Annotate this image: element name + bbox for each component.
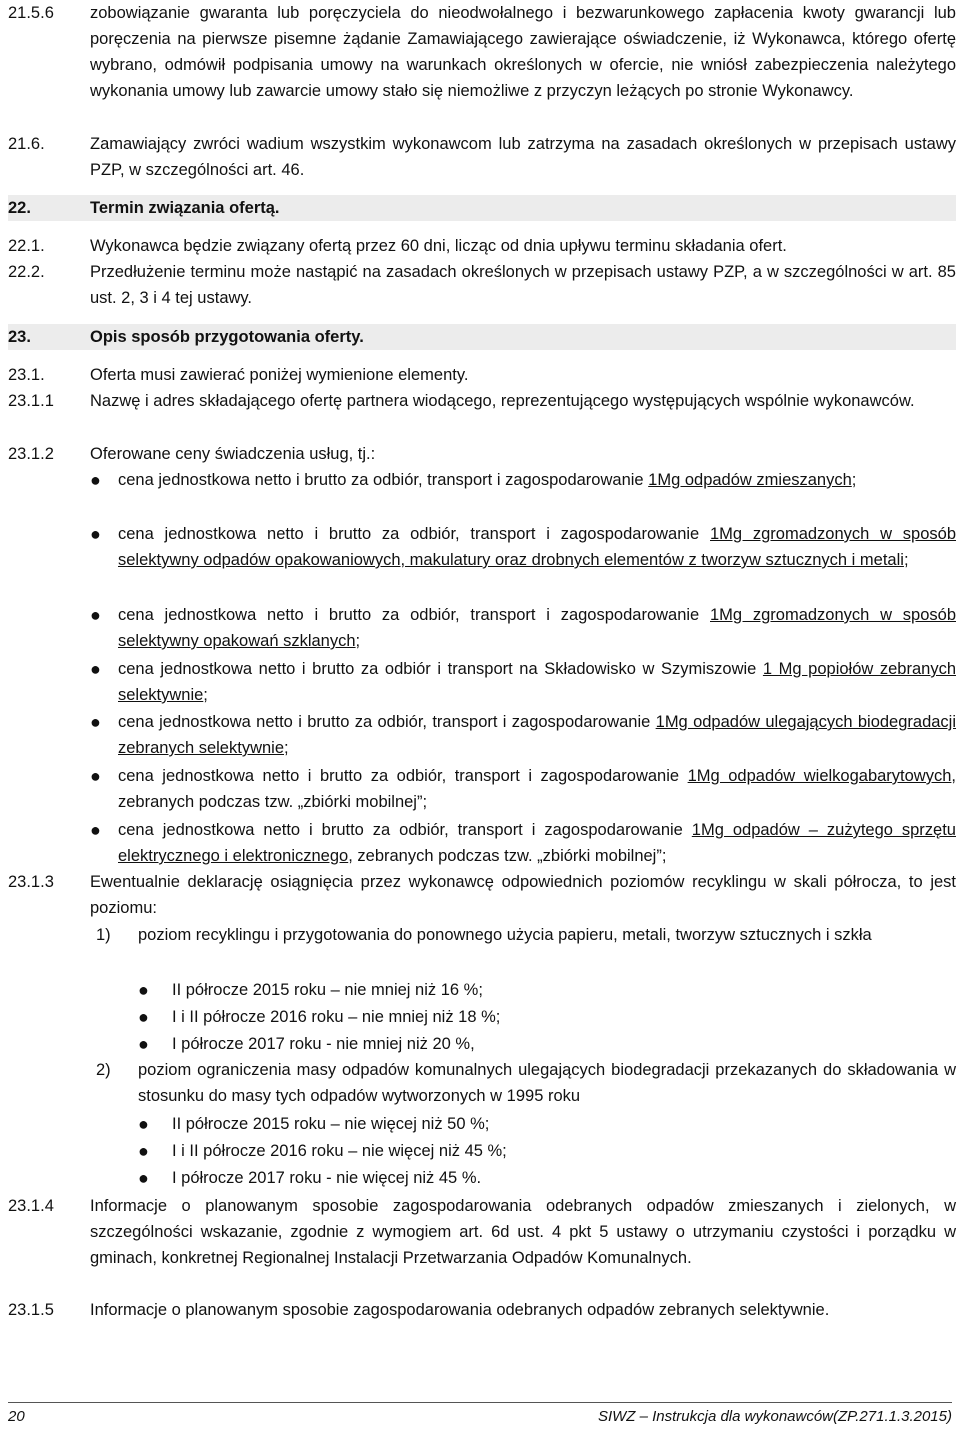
bullet-underlined: 1Mg zgromadzonych w sposób selektywny odpadów opakowaniowych, makulatury oraz drobnych elementów z tworzyw sztucznych i metali — [118, 525, 956, 569]
bullet-underlined: 1Mg odpadów wielkogabarytowych — [687, 767, 952, 785]
bullet-text: cena jednostkowa netto i brutto za odbiór i transport na Składowisko w Szymiszowie — [118, 660, 763, 678]
threshold-item — [138, 1004, 956, 1030]
price-bullet-item — [90, 656, 956, 708]
section-heading-22 — [8, 195, 956, 221]
bullet-tail: , zebranych podczas tzw. „zbiórki mobilnej”; — [118, 767, 956, 811]
para-text: Oferowane ceny świadczenia usług, tj.: — [90, 445, 376, 463]
threshold-item — [138, 1138, 956, 1164]
threshold-item — [138, 1031, 956, 1057]
para-text: zobowiązanie gwaranta lub poręczyciela do nieodwołalnego i bezwarunkowego zapłacenia kwoty gwarancji lub poręczenia na pierwsze pisemne żądanie Zamawiającego zawierające oświadczenie, iż Wykonawca, którego ofertę wybrano, odmówił podpisania umowy na warunkach określonych w ofercie, nie wniósł zabezpieczenia należytego wykonania umowy lub zawarcie umowy stało się niemożliwe z przyczyn leżących po stronie Wykonawcy. — [90, 4, 956, 100]
bullet-icon: ● — [90, 524, 101, 544]
para-number: 23.1.5 — [8, 1301, 54, 1319]
para-number: 22.2. — [8, 263, 45, 281]
threshold-item — [138, 1111, 956, 1137]
threshold-text: II półrocze 2015 roku – nie więcej niż 50 %; — [172, 1115, 490, 1133]
threshold-text: I i II półrocze 2016 roku – nie więcej niż 45 %; — [172, 1142, 507, 1160]
para-text: Oferta musi zawierać poniżej wymienione elementy. — [90, 366, 469, 384]
biodegradable-reduction-item — [90, 1057, 956, 1109]
bullet-underlined: 1Mg odpadów – zużytego sprzętu elektrycznego i elektronicznego — [118, 821, 956, 865]
price-bullet-item — [90, 709, 956, 761]
bullet-icon: ● — [138, 980, 149, 1000]
para-23-1-5 — [8, 1297, 956, 1323]
price-bullet-item — [90, 467, 956, 493]
bullet-text: cena jednostkowa netto i brutto za odbiór, transport i zagospodarowanie — [118, 767, 688, 785]
list-number: 1) — [96, 926, 111, 944]
para-23-1-4 — [8, 1193, 956, 1271]
bullet-tail: ; — [284, 739, 289, 757]
section-number: 23. — [8, 328, 31, 346]
page-number: 20 — [8, 1408, 25, 1425]
bullet-icon: ● — [138, 1034, 149, 1054]
bullet-icon: ● — [138, 1114, 149, 1134]
page-footer — [8, 1408, 952, 1425]
threshold-text: I półrocze 2017 roku - nie więcej niż 45 %. — [172, 1169, 482, 1187]
para-number: 23.1.1 — [8, 392, 54, 410]
para-text: Przedłużenie terminu może nastąpić na zasadach określonych w przepisach ustawy PZP, a w szczególności w art. 85 ust. 2, 3 i 4 tej ustawy. — [90, 263, 956, 307]
bullet-tail: ; — [903, 551, 909, 569]
para-text: Nazwę i adres składającego ofertę partnera wiodącego, reprezentującego występujących wspólnie wykonawców. — [90, 392, 915, 410]
bullet-text: cena jednostkowa netto i brutto za odbiór, transport i zagospodarowanie — [118, 821, 692, 839]
bullet-icon: ● — [90, 470, 101, 490]
section-heading-23 — [8, 324, 956, 350]
list-text: poziom ograniczenia masy odpadów komunalnych ulegających biodegradacji przekazanych do składowania w stosunku do masy tych odpadów wytworzonych w 1995 roku — [138, 1061, 956, 1105]
threshold-item — [138, 1165, 956, 1191]
para-23-1 — [8, 362, 956, 388]
para-number: 23.1.2 — [8, 445, 54, 463]
bullet-text: cena jednostkowa netto i brutto za odbiór, transport i zagospodarowanie — [118, 713, 656, 731]
list-text: poziom recyklingu i przygotowania do ponownego użycia papieru, metali, tworzyw sztucznych i szkła — [138, 926, 872, 944]
para-number: 21.6. — [8, 135, 45, 153]
threshold-text: I i II półrocze 2016 roku – nie mniej niż 18 %; — [172, 1008, 501, 1026]
price-bullet-item — [90, 817, 956, 869]
price-bullet-item — [90, 602, 956, 654]
para-number: 22.1. — [8, 237, 45, 255]
list-number: 2) — [96, 1061, 111, 1079]
bullet-tail: ; — [203, 686, 208, 704]
threshold-text: II półrocze 2015 roku – nie mniej niż 16 %; — [172, 981, 483, 999]
bullet-underlined: 1Mg odpadów ulegających biodegradacji zebranych selektywnie — [118, 713, 956, 757]
bullet-tail: ; — [851, 471, 857, 489]
bullet-icon: ● — [138, 1141, 149, 1161]
para-22-2 — [8, 259, 956, 311]
para-number: 21.5.6 — [8, 4, 54, 22]
para-text: Informacje o planowanym sposobie zagospodarowania odebranych odpadów zebranych selektywnie. — [90, 1301, 830, 1319]
bullet-icon: ● — [90, 820, 101, 840]
bullet-text: cena jednostkowa netto i brutto za odbiór, transport i zagospodarowanie — [118, 606, 710, 624]
para-23-1-3 — [8, 869, 956, 921]
para-text: Wykonawca będzie związany ofertą przez 60 dni, licząc od dnia upływu terminu składania ofert. — [90, 237, 787, 255]
para-text: Ewentualnie deklarację osiągnięcia przez wykonawcę odpowiednich poziomów recyklingu w skali półrocza, to jest poziomu: — [90, 873, 956, 917]
para-text: Informacje o planowanym sposobie zagospodarowania odebranych odpadów zmieszanych i zielonych, w szczególności wskazanie, zgodnie z wymogiem art. 6d ust. 4 pkt 5 ustawy o utrzymaniu czystości i porządku w gminach, konkretnej Regionalnej Instalacji Przetwarzania Odpadów Komunalnych. — [90, 1197, 956, 1267]
threshold-item — [138, 977, 956, 1003]
bullet-text: cena jednostkowa netto i brutto za odbiór, transport i zagospodarowanie — [118, 471, 649, 489]
para-23-1-1 — [8, 388, 956, 414]
section-number: 22. — [8, 199, 31, 217]
bullet-icon: ● — [90, 659, 101, 679]
bullet-underlined: 1Mg zgromadzonych w sposób selektywny opakowań szklanych — [118, 606, 956, 650]
recycling-level-item — [90, 922, 956, 948]
para-number: 23.1.4 — [8, 1197, 54, 1215]
bullet-icon: ● — [90, 766, 101, 786]
bullet-tail: ; — [355, 632, 361, 650]
bullet-tail: , zebranych podczas tzw. „zbiórki mobilnej”; — [348, 847, 667, 865]
bullet-icon: ● — [90, 605, 101, 625]
price-bullet-item — [90, 521, 956, 573]
para-22-1 — [8, 233, 956, 259]
document-reference: SIWZ – Instrukcja dla wykonawców(ZP.271.1.3.2015) — [597, 1408, 952, 1425]
footer-divider — [8, 1402, 952, 1403]
bullet-icon: ● — [138, 1007, 149, 1027]
bullet-icon: ● — [138, 1168, 149, 1188]
para-23-1-2 — [8, 441, 956, 467]
para-number: 23.1.3 — [8, 873, 54, 891]
bullet-underlined: 1 Mg popiołów zebranych selektywnie — [118, 660, 956, 704]
section-title: Termin związania ofertą. — [90, 199, 280, 217]
threshold-text: I półrocze 2017 roku - nie mniej niż 20 %, — [172, 1035, 475, 1053]
para-text: Zamawiający zwróci wadium wszystkim wykonawcom lub zatrzyma na zasadach określonych w przepisach ustawy PZP, w szczególności art. 46. — [90, 135, 956, 179]
price-bullet-item — [90, 763, 956, 815]
para-21-5-6 — [8, 0, 956, 104]
bullet-text: cena jednostkowa netto i brutto za odbiór, transport i zagospodarowanie — [118, 525, 710, 543]
section-title: Opis sposób przygotowania oferty. — [90, 328, 364, 346]
para-number: 23.1. — [8, 366, 45, 384]
para-21-6 — [8, 131, 956, 183]
bullet-underlined: 1Mg odpadów zmieszanych — [648, 471, 852, 489]
bullet-icon: ● — [90, 712, 101, 732]
